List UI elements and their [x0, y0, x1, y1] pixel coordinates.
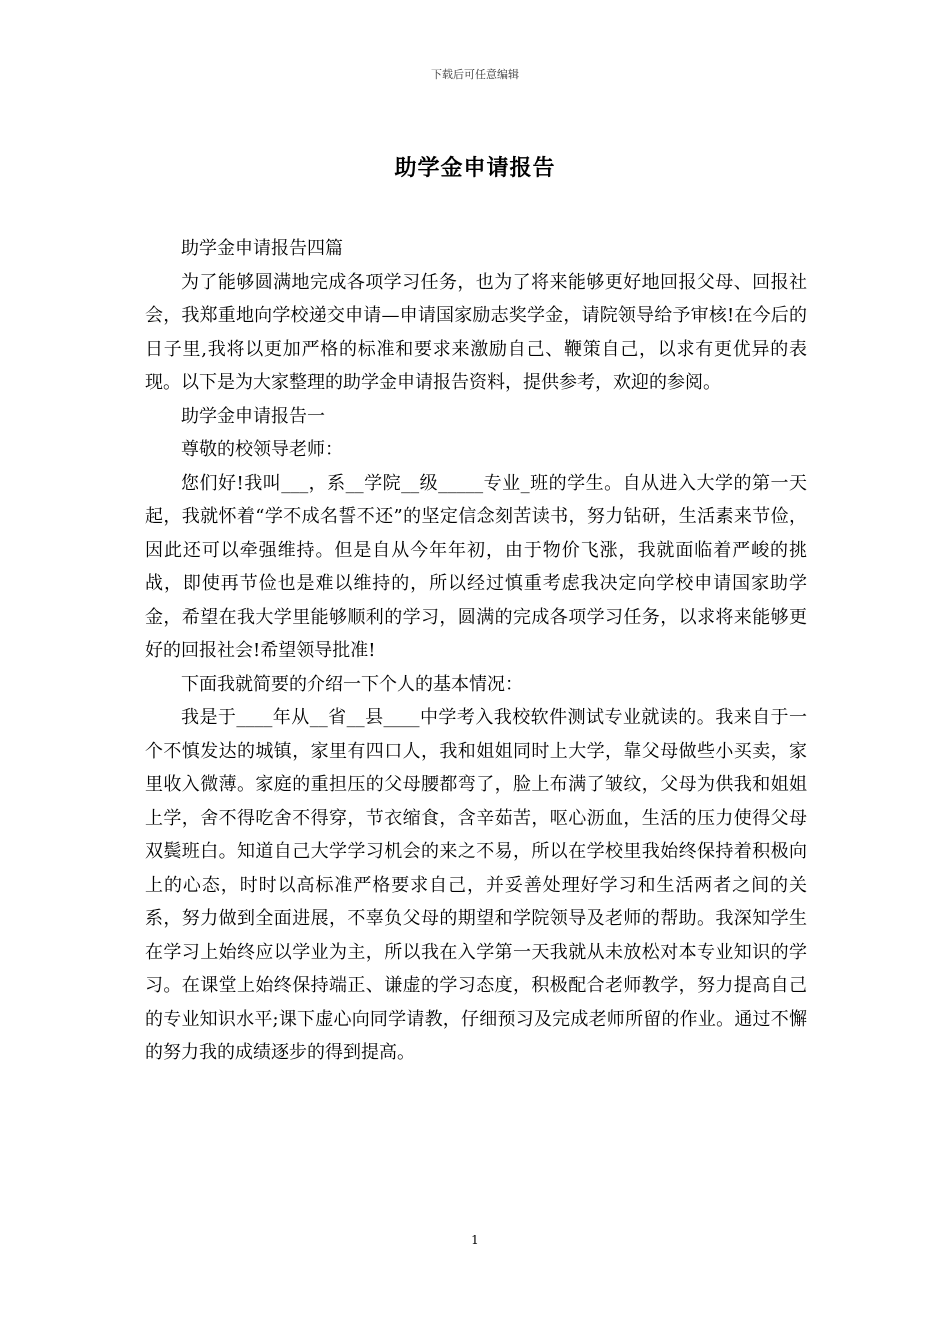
document-title: 助学金申请报告: [394, 156, 556, 181]
document-body: [145, 232, 807, 1070]
intro-paragraph: 为了能够圆满地完成各项学习任务，也为了将来能够更好地回报父母、回报社会，我郑重地向学校递交申请—申请国家励志奖学金，请院领导给予审核!在今后的日子里,我将以更加严格的标准和要求来激励自己、鞭策自己，以求有更优异的表现。以下是为大家整理的助学金申请报告资料，提供参考，欢迎的参阅。: [145, 271, 807, 393]
section-heading: 助学金申请报告一: [181, 405, 325, 427]
body-paragraph: 下面我就简要的介绍一下个人的基本情况：: [181, 673, 523, 695]
subtitle-paragraph: 助学金申请报告四篇: [181, 238, 343, 259]
body-paragraph: 我是于____年从__省__县____中学考入我校软件测试专业就读的。我来自于一个不慎发达的城镇，家里有四口人，我和姐姐同时上大学，靠父母做些小买卖，家里收入微薄。家庭的重担压的父母腰都弯了，脸上布满了皱纹，父母为供我和姐姐上学，舍不得吃舍不得穿，节衣缩食，含辛茹苦，呕心沥血，生活的压力使得父母双鬓班白。知道自己大学学习机会的来之不易，所以在学校里我始终保持着积极向上的心态，时时以高标准严格要求自己，并妥善处理好学习和生活两者之间的关系，努力做到全面进展，不辜负父母的期望和学院领导及老师的帮助。我深知学生在学习上始终应以学业为主，所以我在入学第一天我就从未放松对本专业知识的学习。在课堂上始终保持端正、谦虚的学习态度，积极配合老师教学，努力提高自己的专业知识水平;课下虚心向同学请教，仔细预习及完成老师所留的作业。通过不懈的努力我的成绩逐步的得到提高。: [145, 707, 807, 1063]
salutation-paragraph: 尊敬的校领导老师：: [181, 439, 343, 460]
page-header: 下载后可任意编辑: [431, 68, 519, 81]
page-number: 1: [471, 1233, 479, 1247]
body-paragraph: 您们好!我叫___，系__学院__级_____专业_班的学生。自从进入大学的第一天起，我就怀着“学不成名誓不还”的坚定信念刻苦读书，努力钻研，生活素来节俭，因此还可以牵强维持。但是自从今年年初，由于物价飞涨，我就面临着严峻的挑战，即使再节俭也是难以维持的，所以经过慎重考虑我决定向学校申请国家助学金，希望在我大学里能够顺利的学习，圆满的完成各项学习任务，以求将来能够更好的回报社会!希望领导批准!: [145, 472, 807, 661]
